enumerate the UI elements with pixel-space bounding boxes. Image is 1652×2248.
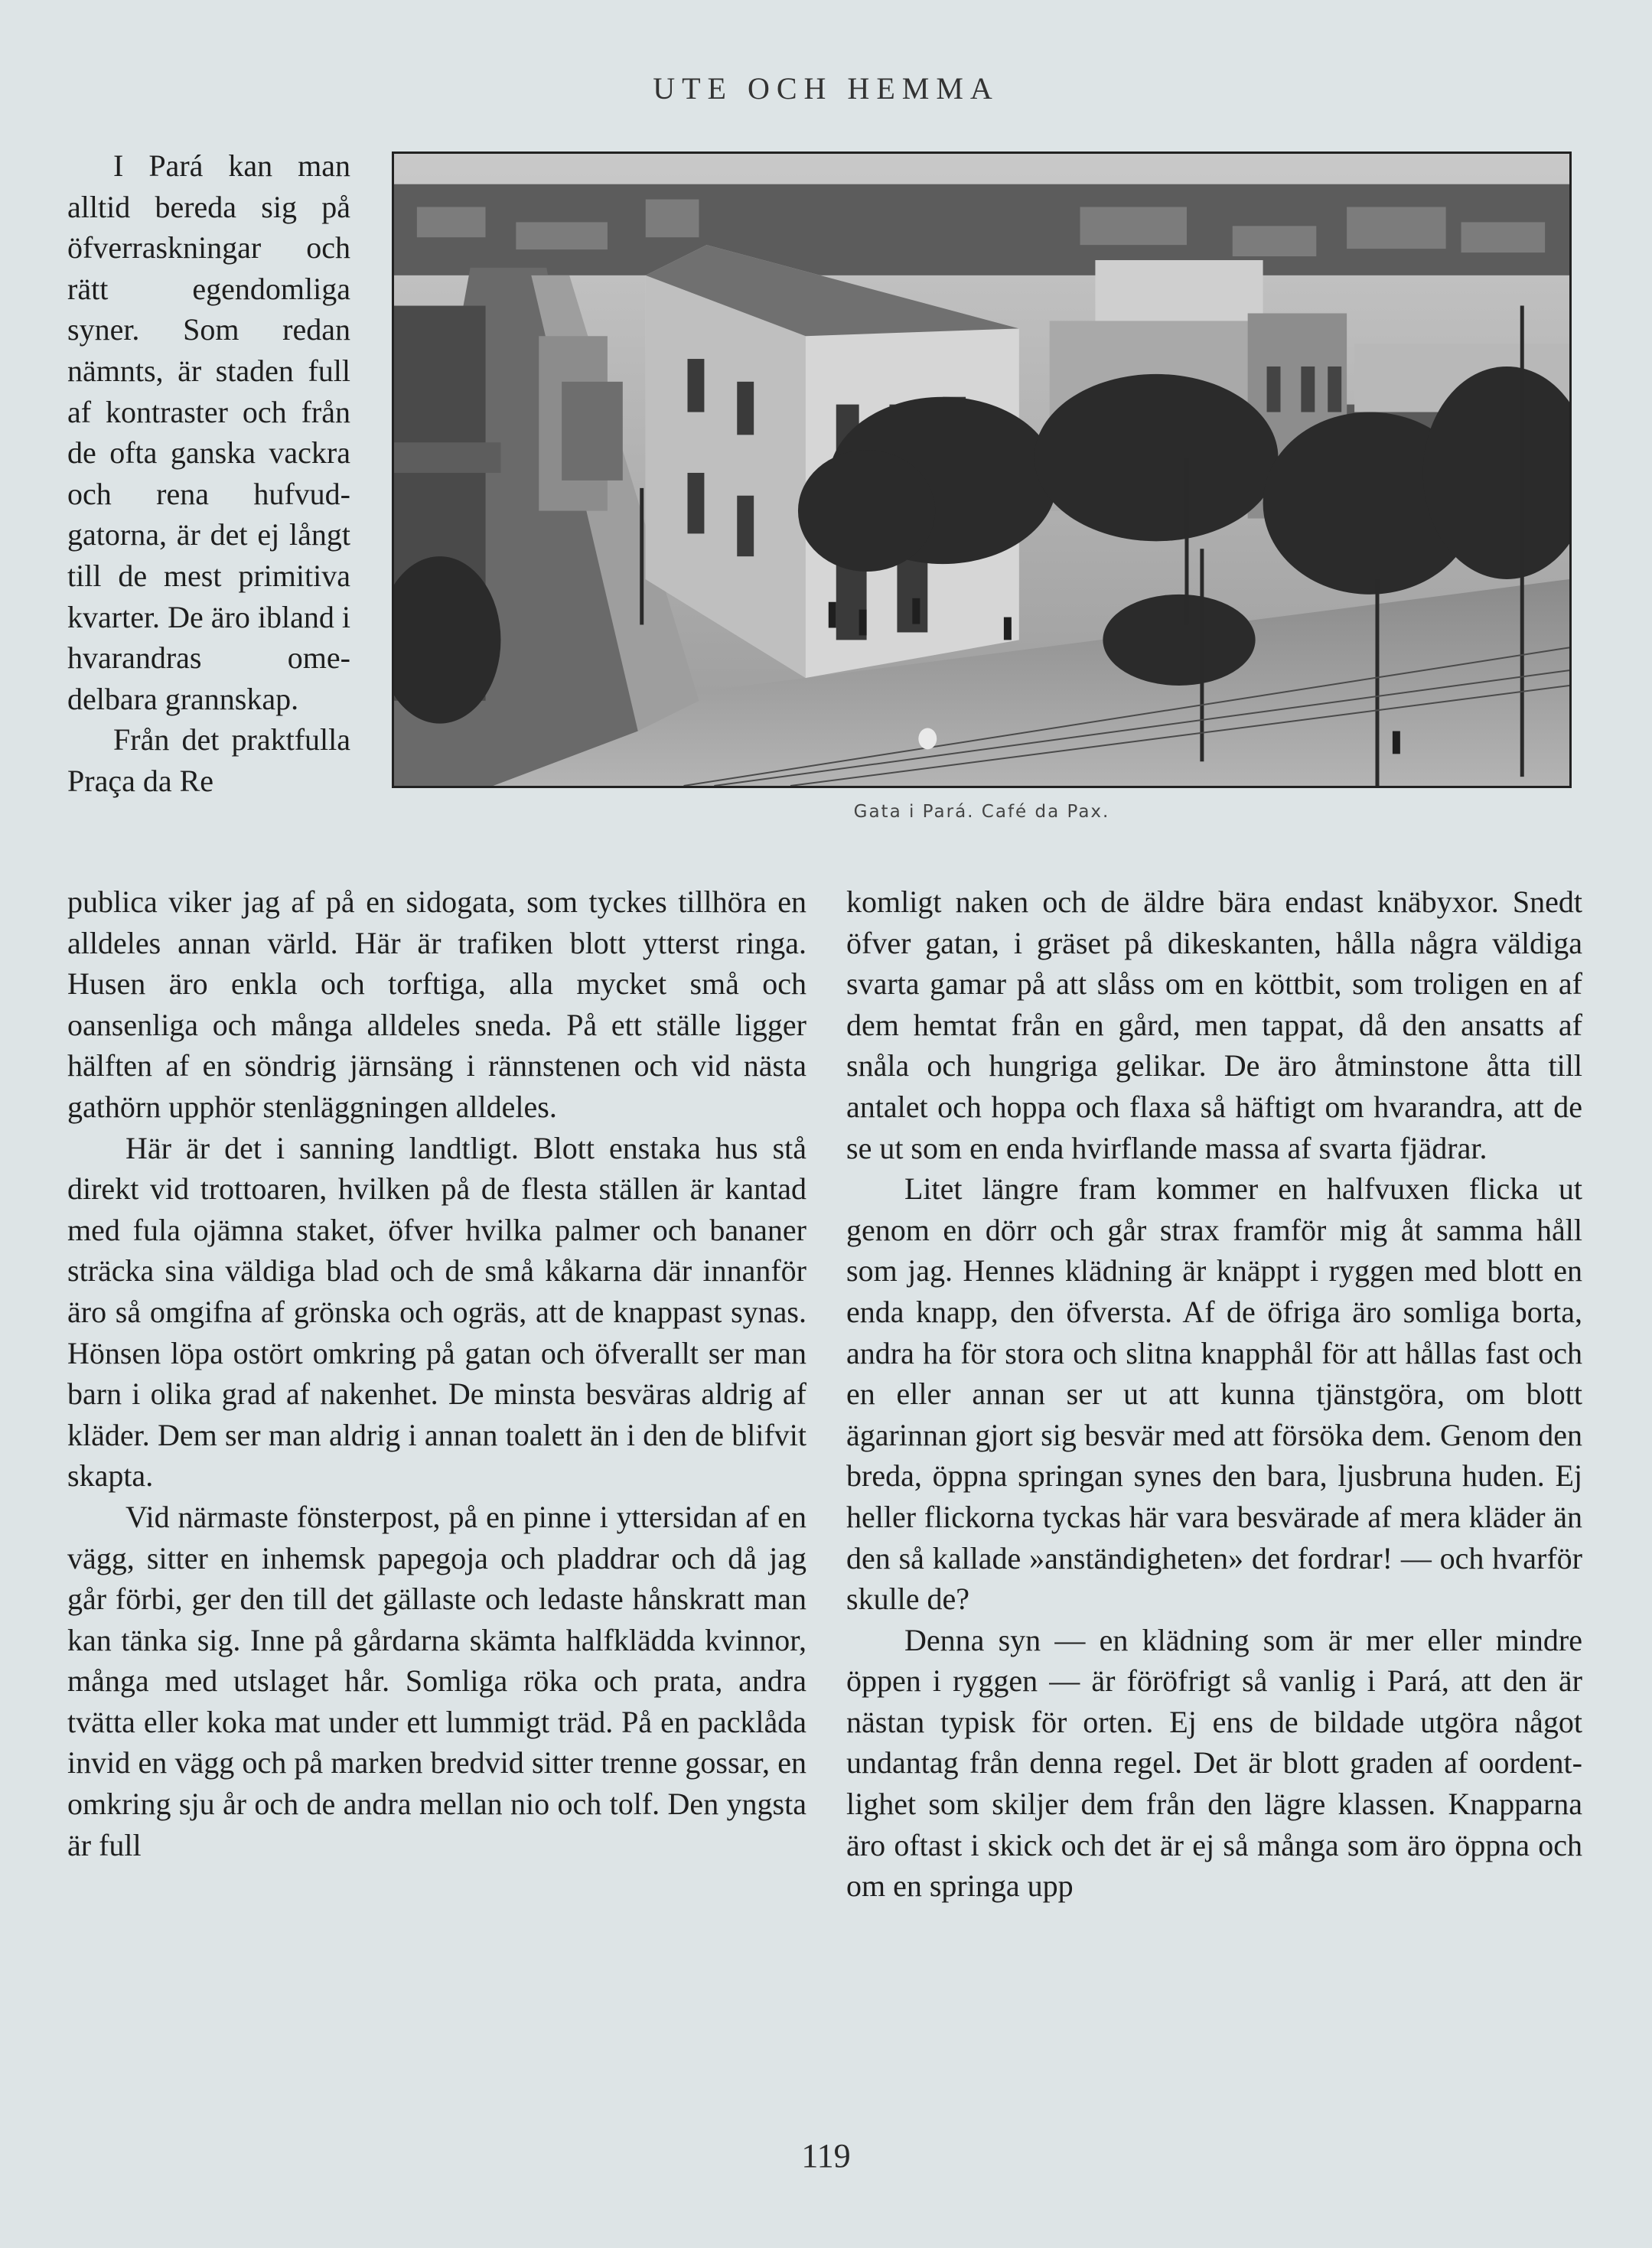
page-number: 119	[801, 2137, 851, 2175]
paragraph-3: Här är det i sanning landtligt. Blott enstaka hus stå direkt vid trottoaren, hvilken på de flesta ställen är kantad med fula ojämna staket, öfver hvilka palmer och bananer sträcka sina väldiga blad och de små kåkarna där innanför äro så omgifna af grönska och ogräs, att de knappast synas. Hönsen löpa ostört omkring på gatan och öfverallt ser man barn i olika grad af nakenhet. De minsta besväras aldrig af kläder. Dem ser man aldrig i annan toalett än i den de blifvit skapta.	[67, 1130, 806, 1494]
paragraph-4-continued: komligt naken och de äldre bära endast knäbyxor. Snedt öfver gatan, i gräset på dikeskanten, hålla några väldiga svarta gamar på att slåss om en köttbit, som troligen en af dem hemtat från en gård, men tappat, då den ansatts af snåla och hungriga gelikar. De äro åtminstone åtta till antalet och hoppa och flaxa så häftigt om hvarandra, att de se ut som en enda hvirflande massa af svarta fjädrar.	[846, 885, 1582, 1165]
intro-paragraph: I Pará kan man alltid bereda sig på öfverraskningar och rätt egendomliga syner. Som redan nämnts, är staden full af kontraster och från de ofta ganska vackra och rena hufvudgatorna, är det ej långt till de mest primitiva kvarter. De äro ibland i hvarandras omedelbara grannskap.	[67, 148, 350, 716]
intro-column	[67, 145, 350, 802]
paragraph-6: Denna syn — en klädning som är mer eller mindre öppen i ryggen — är föröfrigt så vanlig i Pará, att den är nästan typisk för orten. Ej ens de bildade utgöra något undantag från denna regel. Det är blott graden af oordentlighet som skiljer dem från den lägre klassen. Knapparna äro oftast i skick och det är ej så många som äro öppna och om en springa upp	[846, 1622, 1582, 1904]
street-photograph	[392, 151, 1572, 788]
paragraph-2-continued: publica viker jag af på en sidogata, som tyckes tillhöra en alldeles annan värld. Här är trafiken blott ytterst ringa. Husen äro enkla och torftiga, alla mycket små och oansenliga och många alldeles sneda. På ett ställe ligger hälften af en söndrig järnsäng i rännstenen och vid nästa gathörn upphör stenläggningen alldeles.	[67, 885, 806, 1124]
photo-illustration	[394, 154, 1569, 786]
running-title: UTE OCH HEMMA	[653, 71, 999, 106]
left-column	[67, 881, 806, 1865]
right-column	[846, 881, 1582, 1907]
paragraph-2-start: Från det praktfulla Praça da Re	[67, 722, 350, 798]
photo-caption: Gata i Pará. Café da Pax.	[853, 802, 1110, 822]
paragraph-4: Vid närmaste fönsterpost, på en pinne i yttersidan af en vägg, sitter en inhemsk papegoja och pladdrar och då jag går förbi, ger den till det gällaste och ledaste hånskratt man kan tänka sig. Inne på gårdarna skämta halfklädda kvinnor, många med utslaget hår. Somliga röka och prata, andra tvätta eller koka mat under ett lummigt träd. På en packlåda invid en vägg och på marken bredvid sitter trenne gossar, en omkring sju år och de andra mellan nio och tolf. Den yngsta är full	[67, 1499, 806, 1862]
paragraph-5: Litet längre fram kommer en halfvuxen flicka ut genom en dörr och går strax framför mig åt samma håll som jag. Hennes klädning är knäppt i ryggen med blott en enda knapp, den öfversta. Af de öfriga äro somliga borta, andra ha för stora och slitna knapphål för att hållas fast och en eller annan ser ut att kunna tjänstgöra, om blott ägarinnan gjort sig besvär med att försöka dem. Genom den breda, öppna springan synes den bara, ljusbruna huden. Ej heller flickorna tyckas här vara besvärade af mera kläder än den så kallade »anständigheten» det fordrar! — och hvarför skulle de?	[846, 1171, 1582, 1617]
